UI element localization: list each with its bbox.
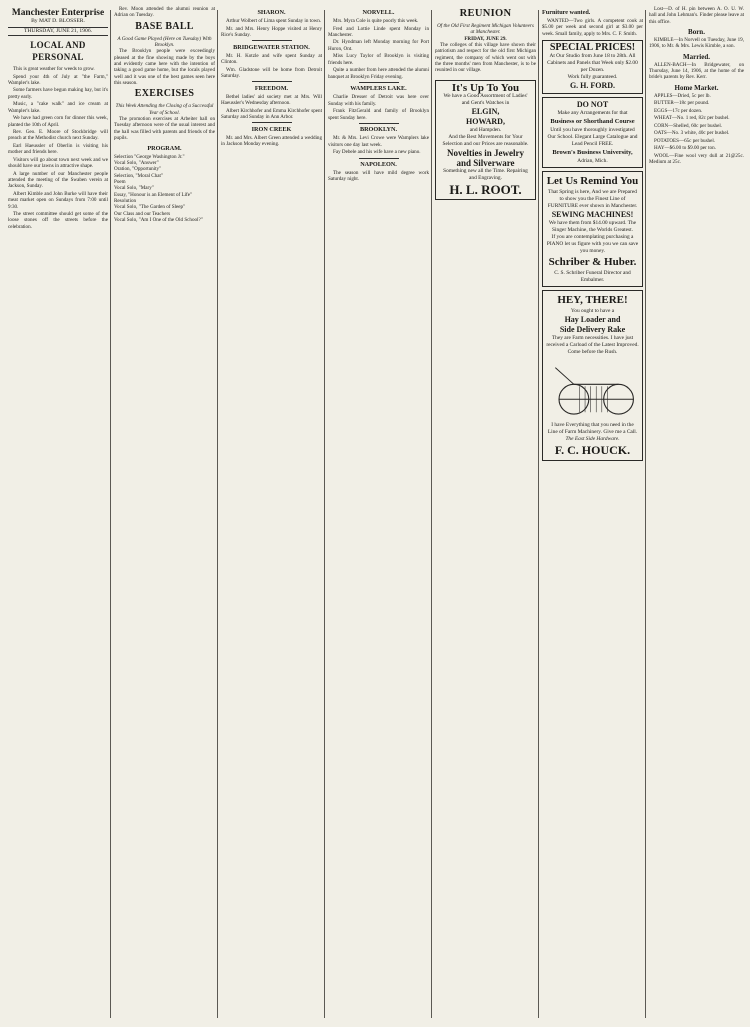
lost-text: Lost—D. of H. pin between A. O. U. W. hall and John Lehman's. Finder please leave at this office. — [649, 6, 744, 25]
hey-there: HEY, THERE! — [557, 294, 628, 307]
do-not: DO NOT — [576, 100, 609, 110]
wanted-text: WANTED—Two girls. A competent cook at $5.00 per week and second girl at $3.00 per week. Small family, apply to Mrs. C. F. Smith. — [542, 18, 643, 37]
ad-itsup-text: We have a Good Assortment of Ladies' and Gent's Watches in — [443, 92, 528, 106]
byline: By MAT D. BLOSSER. — [31, 18, 85, 24]
program-line: Essay, "Honour is an Element of Life" — [114, 191, 193, 198]
ad-novelties: Novelties in Jewelry and Silverware — [447, 147, 524, 168]
side-delivery: Side Delivery Rake — [559, 325, 626, 335]
ad-itsup-head: It's Up To You — [451, 81, 520, 94]
column-rule — [110, 10, 111, 1018]
divider — [359, 158, 399, 159]
norvell-item: Mrs. Myra Cole is quite poorly this week. — [333, 18, 419, 24]
column-rule — [645, 10, 646, 1018]
freedom-item: Bethel ladies' aid society met at Mrs. Will Haeussler's Wednesday afternoon. — [221, 93, 322, 107]
exercises-text: The promotion exercises at Arbeiter hall on Tuesday afternoon were of the usual interest and the hall was filled with parents and friends of the pupils. — [114, 116, 215, 142]
baseball-sub: A Good Game Played (Here on Tuesday) With Brooklyn. — [117, 35, 212, 49]
wanted-label: Furniture wanted. — [542, 9, 591, 16]
freedom-item: Albert Kirchhofer and Emma Kirchhofer spent Saturday and Sunday in Ann Arbor. — [221, 107, 322, 120]
hay-loader: Hay Loader and — [564, 315, 621, 325]
bridgewater-item: Mr. H. Kotzle and wife spent Sunday at Clinton. — [221, 52, 322, 66]
column-rule — [324, 10, 325, 1018]
market-item: HAY—$6.00 to $9.00 per ton. — [654, 145, 716, 152]
east-side: The East Side Hardware. — [565, 436, 620, 443]
divider — [252, 40, 292, 41]
baseball-text: The Brooklyn people were exceedingly pleased at the fine showing made by the boys and evidently came here with the intention of taking a good game home, but the locals played well and it was one of the best games seen here this season. — [114, 48, 215, 87]
wamplers-item: Charlie Dresser of Detroit was here over Sunday with his family. — [328, 94, 429, 107]
program-line: Selection "George Washington Jr." — [114, 153, 185, 160]
program-line: Vocal Solo, "Mary" — [114, 185, 154, 192]
column-2 — [114, 6, 215, 1021]
remind-text: That Spring is here, And we are Prepared to show you the Finest Line of FURNITURE ever shown in Manchester. — [547, 189, 638, 210]
do-not-text: Make any Arrangements for that — [557, 110, 628, 117]
newspaper-page — [8, 6, 744, 1021]
ford-studio-ad — [542, 40, 643, 94]
married-head: Married. — [682, 52, 710, 61]
column-rule — [431, 10, 432, 1018]
business-sub: Until you have thoroughly investigated Our School. Elegant Large Catalogue and Lead Pencil FREE. — [547, 127, 638, 148]
masthead: Manchester Enterprise — [11, 8, 105, 18]
market-item: BUTTER—18c per pound. — [654, 100, 710, 107]
sewing: SEWING MACHINES! — [551, 210, 634, 220]
married-text: ALLEN-BACH—In Bridgewater, on Thursday, June 14, 1906, at the home of the bride's parents by Rev. Kerr. — [649, 61, 744, 81]
local-item: Albert Kimble and John Burke will have their meat market open on Sundays from 7:00 until 9:30. — [8, 190, 108, 210]
divider — [252, 81, 292, 82]
column-1 — [8, 6, 108, 1021]
norvell-item: Dr. Hyndman left Monday morning for Port Huron, Ont. — [328, 39, 429, 52]
sewing-text: We have them from $14.00 upward. The Singer Machine, the Worlds Greatest. — [548, 220, 637, 234]
hay-rake-illustration — [546, 356, 639, 422]
root-jewelry-ad — [435, 80, 536, 200]
ad-best: And the Best Movements for Your Selection and our Prices are reasonable. — [442, 133, 529, 147]
napoleon-head: NAPOLEON. — [360, 161, 397, 169]
piano-text: If you are contemplating purchasing a PIANO let us figure with you we can save you money. — [546, 234, 639, 255]
iron-creek-item: Mr. and Mrs. Albert Green attended a wedding in Jackson Monday evening. — [221, 134, 322, 148]
studio-line: At Our Studio from June 18 to 28th. All Cabinets and Panels that Week only $2.00 per Dozen. — [547, 53, 638, 74]
column-rule — [217, 10, 218, 1018]
brown-name: Brown's Business University, — [552, 149, 633, 157]
column-4 — [328, 6, 429, 1021]
section-head-local: LOCAL AND PERSONAL — [30, 40, 86, 62]
ad-hampden: and Hampden. — [469, 126, 502, 133]
farm-text: They are Farm necessities. I have just received a Carload of the Latest Improved. Come before the Rush. — [546, 335, 639, 356]
program-line: Poem — [114, 178, 126, 185]
exercises-sub: This Week Attending the Closing of a Successful Year of School. — [115, 103, 214, 116]
ad-howard: HOWARD, — [466, 116, 505, 126]
wamplers-item: Frank FitzGerald and family of Brooklyn spent Sunday here. — [328, 108, 429, 121]
remind-big: Let Us Remind You — [546, 175, 639, 188]
baseball-head: BASE BALL — [135, 20, 194, 32]
column-rule — [538, 10, 539, 1018]
divider — [252, 122, 292, 123]
houck-hardware-ad — [542, 290, 643, 461]
divider — [359, 82, 399, 83]
market-item: WHEAT—No. 1 red, 82c per bushel. — [654, 115, 730, 122]
reunion-text: The colleges of this village have shown their patriotism and respect for the old first Michigan regiment, the company of which went out with the three months' men from Manchester, is to be reunited in our village. — [435, 42, 536, 74]
houck-name: F. C. HOUCK. — [554, 443, 631, 458]
norvell-head: NORVELL. — [362, 9, 395, 16]
ad-novelty-note: Something new all the Time. Repairing and Engraving. — [443, 167, 528, 181]
local-item: The street committee should get some of the loose stones off the streets before the celebration. — [8, 211, 108, 230]
business-line: Business or Shorthand Course — [550, 118, 635, 126]
brooklyn-head: BROOKLYN. — [359, 126, 398, 134]
sharon-item: Mr. and Mrs. Henry Hoppe visited at Henry Rice's Sunday. — [221, 25, 322, 38]
freedom-head: FREEDOM. — [254, 84, 289, 92]
program-line: Resolution — [114, 197, 137, 204]
brooklyn-item: Fay Debele and his wife have a new piano. — [333, 149, 421, 156]
column-7 — [649, 6, 744, 1021]
ad-root-name: H. L. ROOT. — [449, 181, 522, 197]
brooklyn-item: Mr. & Mrs. Levi Crowe were Wamplers lake visitors one day last week. — [328, 135, 429, 148]
reunion-date: FRIDAY, JUNE 29. — [464, 35, 507, 42]
schriber-sub: C. S. Schriber Funeral Director and Embalmer. — [554, 270, 631, 284]
line-text: I have Everything that you need in the Line of Farm Machinery. Give me a Call. — [547, 422, 638, 436]
norvell-item: Fred and Lottie Linde spent Monday in Manchester. — [328, 25, 429, 38]
local-item: Music, a "cake walk" and ice cream at Wampler's lake. — [8, 101, 108, 114]
guaranteed: Work fully guaranteed. — [567, 74, 618, 81]
program-line: Selection, "Moral Chat" — [114, 172, 164, 179]
market-item: APPLES—Dried, 5c per lb. — [654, 92, 711, 99]
sharon-item: Arthur Wolbert of Lima spent Sunday in town. — [226, 18, 322, 24]
norvell-item: Quite a number from here attended the alumni banquet at Brooklyn Friday evening. — [328, 67, 429, 80]
local-item: Some farmers have begun making hay, but it's pretty early. — [8, 87, 108, 100]
brown-city: Adrian, Mich. — [577, 158, 608, 165]
ford-name: G. H. FORD. — [569, 81, 616, 91]
schriber-name: Schriber & Huber. — [548, 256, 637, 269]
local-item: This is great weather for weeds to grow. — [13, 66, 95, 72]
reunion-sub: Of the Old First Regiment Michigan Volunteers at Manchester. — [437, 23, 534, 36]
column-6 — [542, 6, 643, 1021]
program-label: PROGRAM. — [147, 144, 182, 152]
special-prices: SPECIAL PRICES! — [549, 42, 636, 54]
local-item: Visitors will go about town next week and we should have our lawns in attractive shape. — [8, 156, 108, 170]
program-line: Our Class and our Teachers — [114, 210, 171, 217]
market-item: OATS—No. 3 white, 40c per bushel. — [654, 130, 730, 137]
column-3 — [221, 6, 322, 1021]
column-5 — [435, 6, 536, 1021]
market-item: EGGS—17c per dozen. — [654, 107, 703, 114]
hey-sub: You ought to have a — [570, 308, 615, 315]
exercises-head: EXERCISES — [134, 88, 195, 100]
sharon-head: SHARON. — [257, 9, 286, 16]
norvell-item: Miss Lucy Taylor of Brooklyn is visiting friends here. — [328, 53, 429, 66]
intro-item: Rev. Moon attended the alumni reunion at Adrian on Tuesday. — [114, 6, 215, 19]
local-item: Rev. Geo. E. Moore of Stockbridge will preach at the Methodist church next Sunday. — [8, 129, 108, 142]
schriber-huber-ad — [542, 171, 643, 287]
bridgewater-item: Wm. Gladstone will be home from Detroit Saturday. — [221, 66, 322, 79]
napoleon-item: The season will have mild degree work Saturday night. — [328, 170, 429, 183]
program-line: Vocal Solo, "The Garden of Sleep" — [114, 204, 186, 211]
program-line: Oration, "Opportunity" — [114, 166, 162, 173]
divider — [359, 123, 399, 124]
bridgewater-head: BRIDGEWATER STATION. — [233, 43, 310, 51]
born-text: KIMBLE—In Norvell on Tuesday, June 19, 1906, to Mr. & Mrs. Lewis Kimble, a son. — [649, 37, 744, 50]
program-line: Vocal Solo, "Am I One of the Old School?" — [114, 216, 203, 223]
local-item: Spend your 4th of July at "the Farm," Wampler's lake. — [8, 73, 108, 86]
market-head: Home Market. — [674, 83, 719, 92]
reunion-head: REUNION — [459, 8, 512, 19]
brown-business-ad — [542, 97, 643, 168]
program-line: Vocal Solo, "Answer" — [114, 159, 159, 166]
born-head: Born. — [688, 28, 705, 37]
ad-elgin: ELGIN, — [471, 106, 500, 116]
local-item: We have had green corn for dinner this week, planted the 10th of April. — [8, 115, 108, 128]
local-item: Earl Haeussler of Oberlin is visiting his mother and friends here. — [8, 142, 108, 156]
market-item: WOOL—Fine wool very dull at 21@25c. Medium at 25c. — [649, 153, 744, 166]
local-item: A large number of our Manchester people attended the meeting of the Swaben verein at Jackson, Sunday. — [8, 170, 108, 190]
market-item: CORN—Shelled, 60c per bushel. — [654, 122, 723, 129]
dateline: THURSDAY, JUNE 21, 1906. — [8, 27, 108, 36]
wamplers-head: WAMPLERS LAKE. — [350, 85, 407, 93]
market-item: POTATOES—65c per bushel. — [654, 137, 716, 144]
iron-creek-head: IRON CREEK — [251, 125, 292, 133]
